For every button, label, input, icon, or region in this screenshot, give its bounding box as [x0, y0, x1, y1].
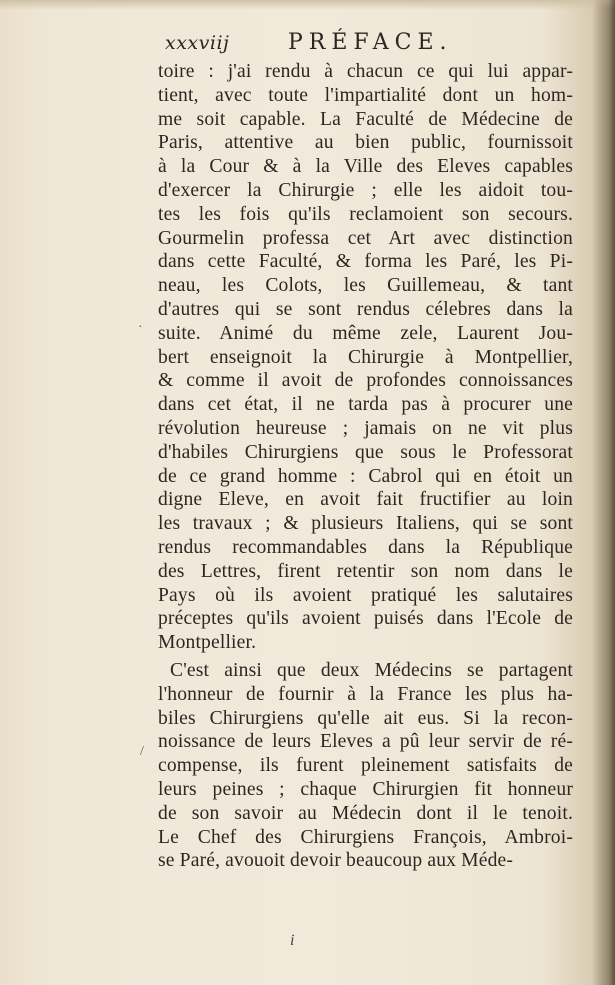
text-line: tes les fois qu'ils reclamoient son secours.	[158, 203, 573, 225]
text-line: Paris, attentive au bien public, fournissoit	[158, 132, 573, 154]
text-line: me soit capable. La Faculté de Médecine de	[158, 108, 573, 130]
text-line: compense, ils furent pleinement satisfaits de	[158, 755, 573, 777]
text-line: Montpellier.	[158, 632, 257, 654]
text-line: de son savoir au Médecin dont il le tenoit.	[158, 802, 573, 824]
signature-mark: i	[290, 932, 295, 949]
text-line: révolution heureuse ; jamais on ne vit plus	[158, 417, 573, 439]
text-line: C'est ainsi que deux Médecins se partagent	[170, 659, 573, 681]
text-line: l'honneur de fournir à la France les plus ha-	[158, 683, 573, 705]
page-top-edge	[0, 0, 615, 10]
text-line: d'autres qui se sont rendus célebres dans la	[158, 298, 573, 320]
text-line: suite. Animé du même zele, Laurent Jou-	[158, 322, 573, 344]
text-line: de ce grand homme : Cabrol qui en étoit un	[158, 465, 573, 487]
page-title: PRÉFACE.	[288, 30, 453, 55]
paragraph-2	[158, 659, 573, 873]
ink-speck: ·	[138, 320, 143, 335]
text-line: & comme il avoit de profondes connoissances	[158, 370, 573, 392]
text-line: des Lettres, firent retentir son nom dans le	[158, 560, 573, 582]
text-line: digne Eleve, en avoit fait fructifier au loin	[158, 489, 573, 511]
text-line: à la Cour & à la Ville des Eleves capables	[158, 156, 573, 178]
paragraph-1	[158, 60, 573, 655]
text-line: dans cette Faculté, & forma les Paré, les Pi-	[158, 251, 573, 273]
text-line: Pays où ils avoient pratiqué les salutaires	[158, 584, 573, 606]
page-number: xxxviij	[165, 32, 230, 54]
ink-speck: /	[140, 744, 144, 759]
text-line: se Paré, avouoit devoir beaucoup aux Méde-	[158, 850, 514, 872]
text-line: toire : j'ai rendu à chacun ce qui lui appar-	[158, 61, 573, 82]
text-line: leurs peines ; chaque Chirurgien fit honneur	[158, 778, 573, 800]
text-line: rendus recommandables dans la République	[158, 536, 573, 558]
text-line: Le Chef des Chirurgiens François, Ambroi-	[158, 826, 573, 848]
text-line: les travaux ; & plusieurs Italiens, qui se sont	[158, 513, 573, 535]
text-line: Gourmelin professa cet Art avec distinction	[158, 227, 573, 249]
text-line: dans cet état, il ne tarda pas à procurer une	[158, 394, 573, 416]
text-line: préceptes qu'ils avoient puisés dans l'Ecole de	[158, 608, 573, 630]
running-head	[165, 30, 585, 60]
text-line: d'exercer la Chirurgie ; elle les aidoit tou-	[158, 179, 573, 201]
text-line: biles Chirurgiens qu'elle ait eus. Si la recon-	[158, 707, 573, 729]
text-line: noissance de leurs Eleves a pû leur servir de ré-	[158, 731, 573, 753]
text-line: neau, les Colots, les Guillemeau, & tant	[158, 275, 573, 297]
text-line: d'habiles Chirurgiens que sous le Professorat	[158, 441, 573, 463]
text-line: bert enseignoit la Chirurgie à Montpellier,	[158, 346, 573, 368]
page-binding-shadow	[593, 0, 615, 985]
body-text	[158, 60, 573, 873]
text-line: tient, avec toute l'impartialité dont un hom-	[158, 84, 573, 106]
